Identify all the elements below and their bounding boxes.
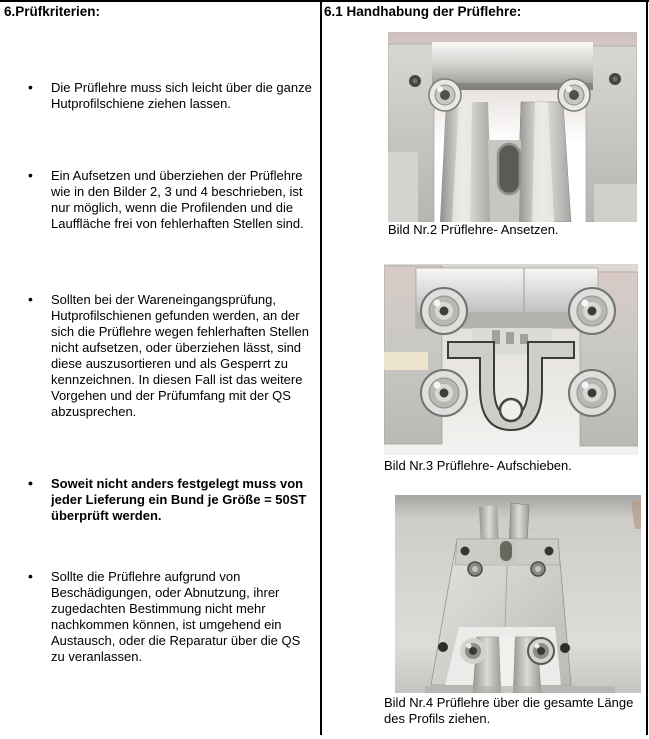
bearing-top-right <box>569 288 615 334</box>
gauge-placement-illustration <box>388 32 637 222</box>
criteria-column <box>0 2 320 665</box>
bearing-bottom-left <box>421 370 467 416</box>
right-bearing <box>558 79 590 111</box>
left-bearing <box>429 79 461 111</box>
front-bearing-right <box>528 638 554 664</box>
figure-caption-bild-3: Bild Nr.3 Prüflehre- Aufschieben. <box>384 458 572 473</box>
criteria-bullet-list <box>0 80 320 665</box>
small-bearing-left <box>468 562 482 576</box>
criteria-bullet-4: • Soweit nicht anders festgelegt muss von jeder Lieferung ein Bund je Größe = 50ST überprüft werden. <box>0 476 320 524</box>
criteria-bullet-2: • Ein Aufsetzen und überziehen der Prüflehre wie in den Bilder 2, 3 und 4 beschrieben, ist nur möglich, wenn die Profilenden und die Lauffläche frei von fehlerhaften Stellen sind. <box>0 168 320 232</box>
table-right-border <box>646 0 648 735</box>
gauge-full-length-illustration <box>395 495 641 693</box>
figure-caption-bild-4: Bild Nr.4 Prüflehre über die gesamte Länge des Profils ziehen. <box>384 695 634 726</box>
front-bearing-left <box>460 638 486 664</box>
gauge-slide-on-illustration <box>384 264 638 455</box>
gauge-slide-on-photo <box>384 264 638 455</box>
gauge-full-length-photo <box>395 495 641 693</box>
handling-column <box>322 2 646 727</box>
figure-caption-bild-2: Bild Nr.2 Prüflehre- Ansetzen. <box>388 222 559 237</box>
criteria-bullet-1: • Die Prüflehre muss sich leicht über die ganze Hutprofilschiene ziehen lassen. <box>0 80 320 112</box>
criteria-bullet-5: • Sollte die Prüflehre aufgrund von Beschädigungen, oder Abnutzung, ihrer zugedachten Bestimmung nicht mehr nachkommen können, ist umgehend ein Austausch, oder die Reparatur über die QS zu veranlassen. <box>0 569 320 665</box>
handling-title: 6.1 Handhabung der Prüflehre: <box>324 4 522 19</box>
gauge-placement-photo <box>388 32 637 222</box>
small-bearing-right <box>531 562 545 576</box>
bearing-bottom-right <box>569 370 615 416</box>
criteria-bullet-3: • Sollten bei der Wareneingangsprüfung, Hutprofilschienen gefunden werden, an der sich die Prüflehre wegen fehlerhaften Stellen nicht aufsetzen, oder überziehen lässt, sind diese auszusortieren und als Gesperrt zu kennzeichnen. In diesen Fall ist das weitere Vorgehen und der Prüfumfang mit der QS abzusprechen. <box>0 292 320 420</box>
bearing-top-left <box>421 288 467 334</box>
criteria-title: 6.Prüfkriterien: <box>4 4 101 19</box>
